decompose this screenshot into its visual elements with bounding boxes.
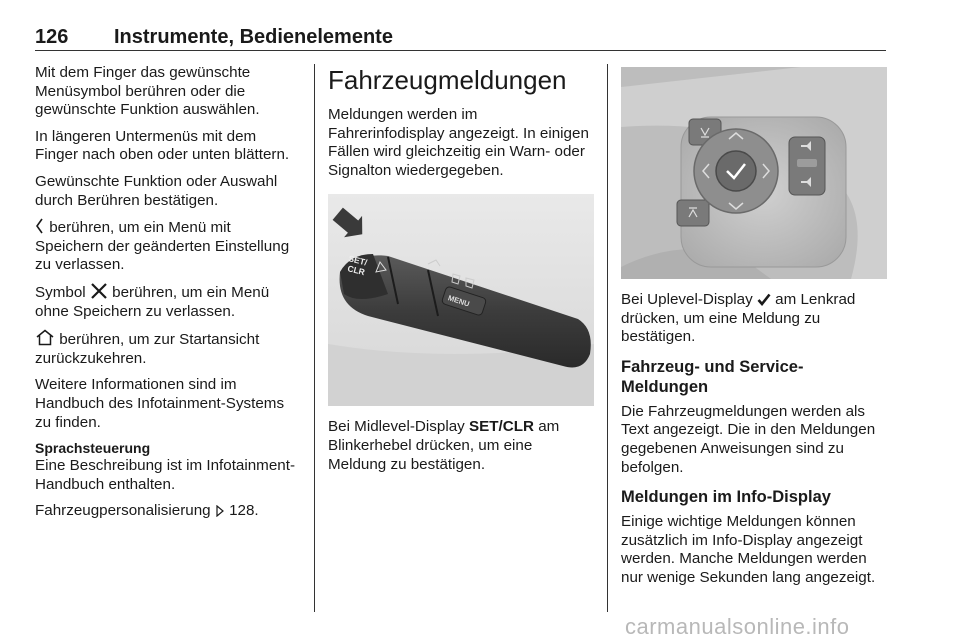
page-header: [35, 26, 886, 51]
page-reference-arrow-icon: [215, 505, 225, 517]
column-divider-right: [607, 64, 608, 612]
voice-control-text: Eine Beschreibung ist im Infotainment-Handbuch enthalten.: [35, 457, 296, 493]
steering-wheel-controls-illustration: [621, 67, 887, 279]
vehicle-service-messages-text: Die Fahrzeugmeldungen werden als Text angezeigt. Die in den Meldungen gegebenen Anweisungen sind zu befolgen.: [621, 402, 876, 476]
caption-lever-button-name: SET/CLR: [468, 418, 534, 436]
paragraph-select: Mit dem Finger das gewünschte Menüsymbol berühren oder die gewünschte Funktion auswählen.: [35, 64, 260, 119]
vehicle-service-messages-heading: Fahrzeug- und Service-Meldungen: [621, 357, 804, 396]
paragraph-close-prefix: Symbol: [35, 283, 86, 301]
section-heading: Fahrzeugmeldungen: [328, 65, 567, 95]
paragraph-back: [35, 218, 301, 275]
back-chevron-icon: [35, 218, 45, 234]
caption-lever-prefix: Bei Midlevel-Display: [328, 418, 465, 436]
page-number: 126: [35, 26, 69, 48]
column-middle: [328, 64, 594, 482]
column-left: [35, 64, 301, 529]
paragraph-close: [35, 283, 301, 321]
caption-steering-suffix: am Lenkrad drücken, um eine Meldung zu bestätigen.: [621, 291, 856, 346]
info-display-messages-text: Einige wichtige Meldungen können zusätzlich im Info-Display angezeigt werden. Manche Meldungen werden nur wenige Sekunden lang angezeigt.: [621, 513, 876, 586]
paragraph-back-text: berühren, um ein Menü mit Speichern der geänderten Einstellung zu verlassen.: [35, 219, 290, 274]
figure-caption-lever: [328, 418, 594, 474]
info-display-messages-heading: Meldungen im Info-Display: [621, 488, 831, 507]
turn-signal-lever-illustration: [328, 194, 594, 406]
close-x-icon: [90, 283, 108, 299]
clr-label: CLR: [346, 263, 366, 278]
paragraph-scroll: In längeren Untermenüs mit dem Finger nach oben oder unten blättern.: [35, 127, 290, 164]
checkmark-icon: [757, 293, 771, 306]
page-title: Instrumente, Bedienelemente: [114, 26, 393, 48]
caption-steering-prefix: Bei Uplevel-Display: [621, 291, 753, 308]
home-icon: [35, 329, 55, 346]
caption-lever-suffix: am Blinkerhebel drücken, um eine Meldung zu bestätigen.: [328, 418, 560, 473]
column-divider-left: [314, 64, 315, 612]
set-label: SET/: [347, 253, 369, 268]
column-right: [621, 64, 887, 596]
paragraph-close-text: berühren, um ein Menü ohne Speichern zu verlassen.: [35, 283, 270, 320]
menu-label: MENU: [446, 293, 471, 309]
paragraph-more-info: Weitere Informationen sind im Handbuch des Infotainment-Systems zu finden.: [35, 376, 285, 431]
personalisation-text: Fahrzeugpersonalisierung: [35, 502, 211, 520]
section-intro: Meldungen werden im Fahrerinfodisplay angezeigt. In einigen Fällen wird gleichzeitig ein Warn- oder Signalton wiedergegeben.: [328, 106, 589, 179]
paragraph-home-text: berühren, um zur Startansicht zurückzukehren.: [35, 331, 260, 367]
paragraph-home: [35, 329, 301, 368]
figure-caption-steering: [621, 291, 887, 347]
personalisation-page-ref: 128.: [229, 502, 259, 520]
paragraph-confirm: Gewünschte Funktion oder Auswahl durch Berühren bestätigen.: [35, 172, 278, 209]
watermark: carmanualsonline.info: [625, 614, 850, 639]
voice-control-heading: Sprachsteuerung: [35, 440, 151, 457]
personalisation-reference: [35, 502, 301, 521]
